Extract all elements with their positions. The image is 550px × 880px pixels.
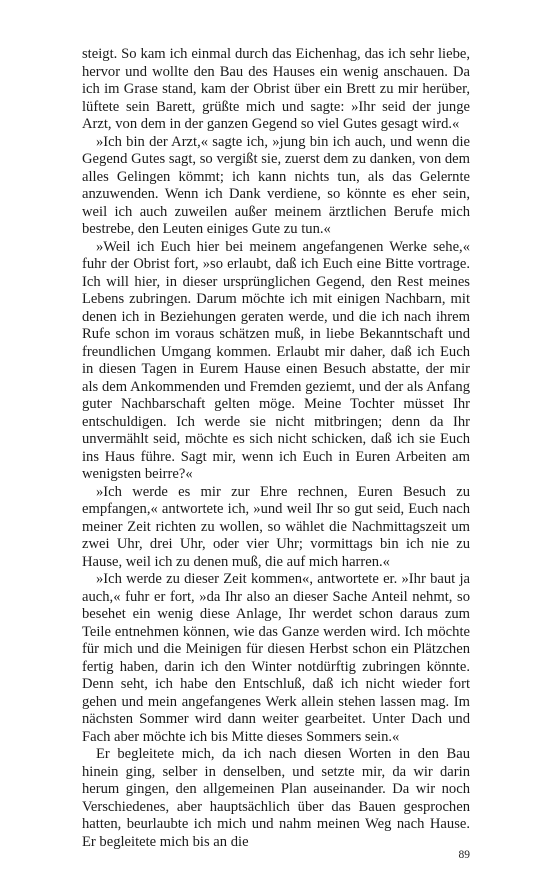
- paragraph-3: »Weil ich Euch hier bei meinem angefangenen Werke sehe,« fuhr der Obrist fort, »so erlaubt, daß ich Euch eine Bitte vortrage. Ich will hier, in dieser ursprünglichen Gegend, den Rest meines Lebens zubringen. Darum möchte ich mit einigen Nachbarn, mit denen ich in Beziehungen geraten werde, und die ich nach ihrem Rufe schon im voraus schätzen muß, in liebe Bekanntschaft und freundlichen Umgang kommen. Erlaubt mir daher, daß ich Euch in diesen Tagen in Eurem Hause einen Besuch abstatte, der mir als dem Ankommenden und Fremden geziemt, und der als Anfang guter Nachbarschaft gelten möge. Meine Tochter müsset Ihr entschuldigen. Ich werde sie nicht mitbringen; denn da Ihr unvermählt seid, möchte es sich nicht schicken, daß ich sie Euch ins Haus führe. Sagt mir, wenn ich Euch in Euren Arbeiten am wenigsten beirre?«: [82, 238, 470, 482]
- page-number: 89: [458, 849, 470, 861]
- body-text: [82, 46, 470, 851]
- paragraph-6: Er begleitete mich, da ich nach diesen Worten in den Bau hinein ging, selber in denselben, und setzte mir, da wir darin herum gingen, den allgemeinen Plan auseinander. Da wir noch Verschiedenes, aber hauptsächlich über das Bauen gesprochen hatten, beurlaubte ich mich und nahm meinen Weg nach Hause. Er begleitete mich bis an die: [82, 746, 470, 850]
- paragraph-1: steigt. So kam ich einmal durch das Eichenhag, das ich sehr liebe, hervor und wollte den Bau des Hauses ein wenig anschauen. Da ich im Grase stand, kam der Obrist über ein Brett zu mir herüber, lüftete sein Barett, grüßte mich und sagte: »Ihr seid der junge Arzt, von dem in der ganzen Gegend so viel Gutes gesagt wird.«: [82, 46, 470, 132]
- book-page: [82, 46, 470, 861]
- paragraph-2: »Ich bin der Arzt,« sagte ich, »jung bin ich auch, und wenn die Gegend Gutes sagt, so vergißt sie, zuerst dem zu danken, von dem alles Gelingen kömmt; ich kann nichts tun, als das Gelernte anzuwenden. Wenn ich Dank verdiene, so könnte es eher sein, weil ich auch zuweilen außer meinem ärztlichen Berufe mich bestrebe, den Leuten einiges Gute zu tun.«: [82, 133, 470, 237]
- paragraph-5: »Ich werde zu dieser Zeit kommen«, antwortete er. »Ihr baut ja auch,« fuhr er fort, »da Ihr also an dieser Sache Anteil nehmt, so besehet ein wenig diese Anlage, Ihr werdet schon daraus zum Teile entnehmen können, wie das Ganze werden wird. Ich möchte für mich und die Meinigen für diesen Herbst schon ein Plätzchen fertig haben, darin ich den Winter notdürftig zubringen könnte. Denn seht, ich habe den Entschluß, daß ich nicht wieder fort gehen und mein angefangenes Werk allein stehen lassen mag. Im nächsten Sommer wird dann weiter gearbeitet. Unter Dach und Fach aber möchte ich bis Mitte dieses Sommers sein.«: [82, 571, 470, 745]
- paragraph-4: »Ich werde es mir zur Ehre rechnen, Euren Besuch zu empfangen,« antwortete ich, »und weil Ihr so gut seid, Euch nach meiner Zeit richten zu wollen, so wählet die Nachmittagszeit um zwei Uhr, drei Uhr, oder vier Uhr; vormittags bin ich nie zu Hause, weil ich zu denen muß, die auf mich harren.«: [82, 483, 470, 570]
